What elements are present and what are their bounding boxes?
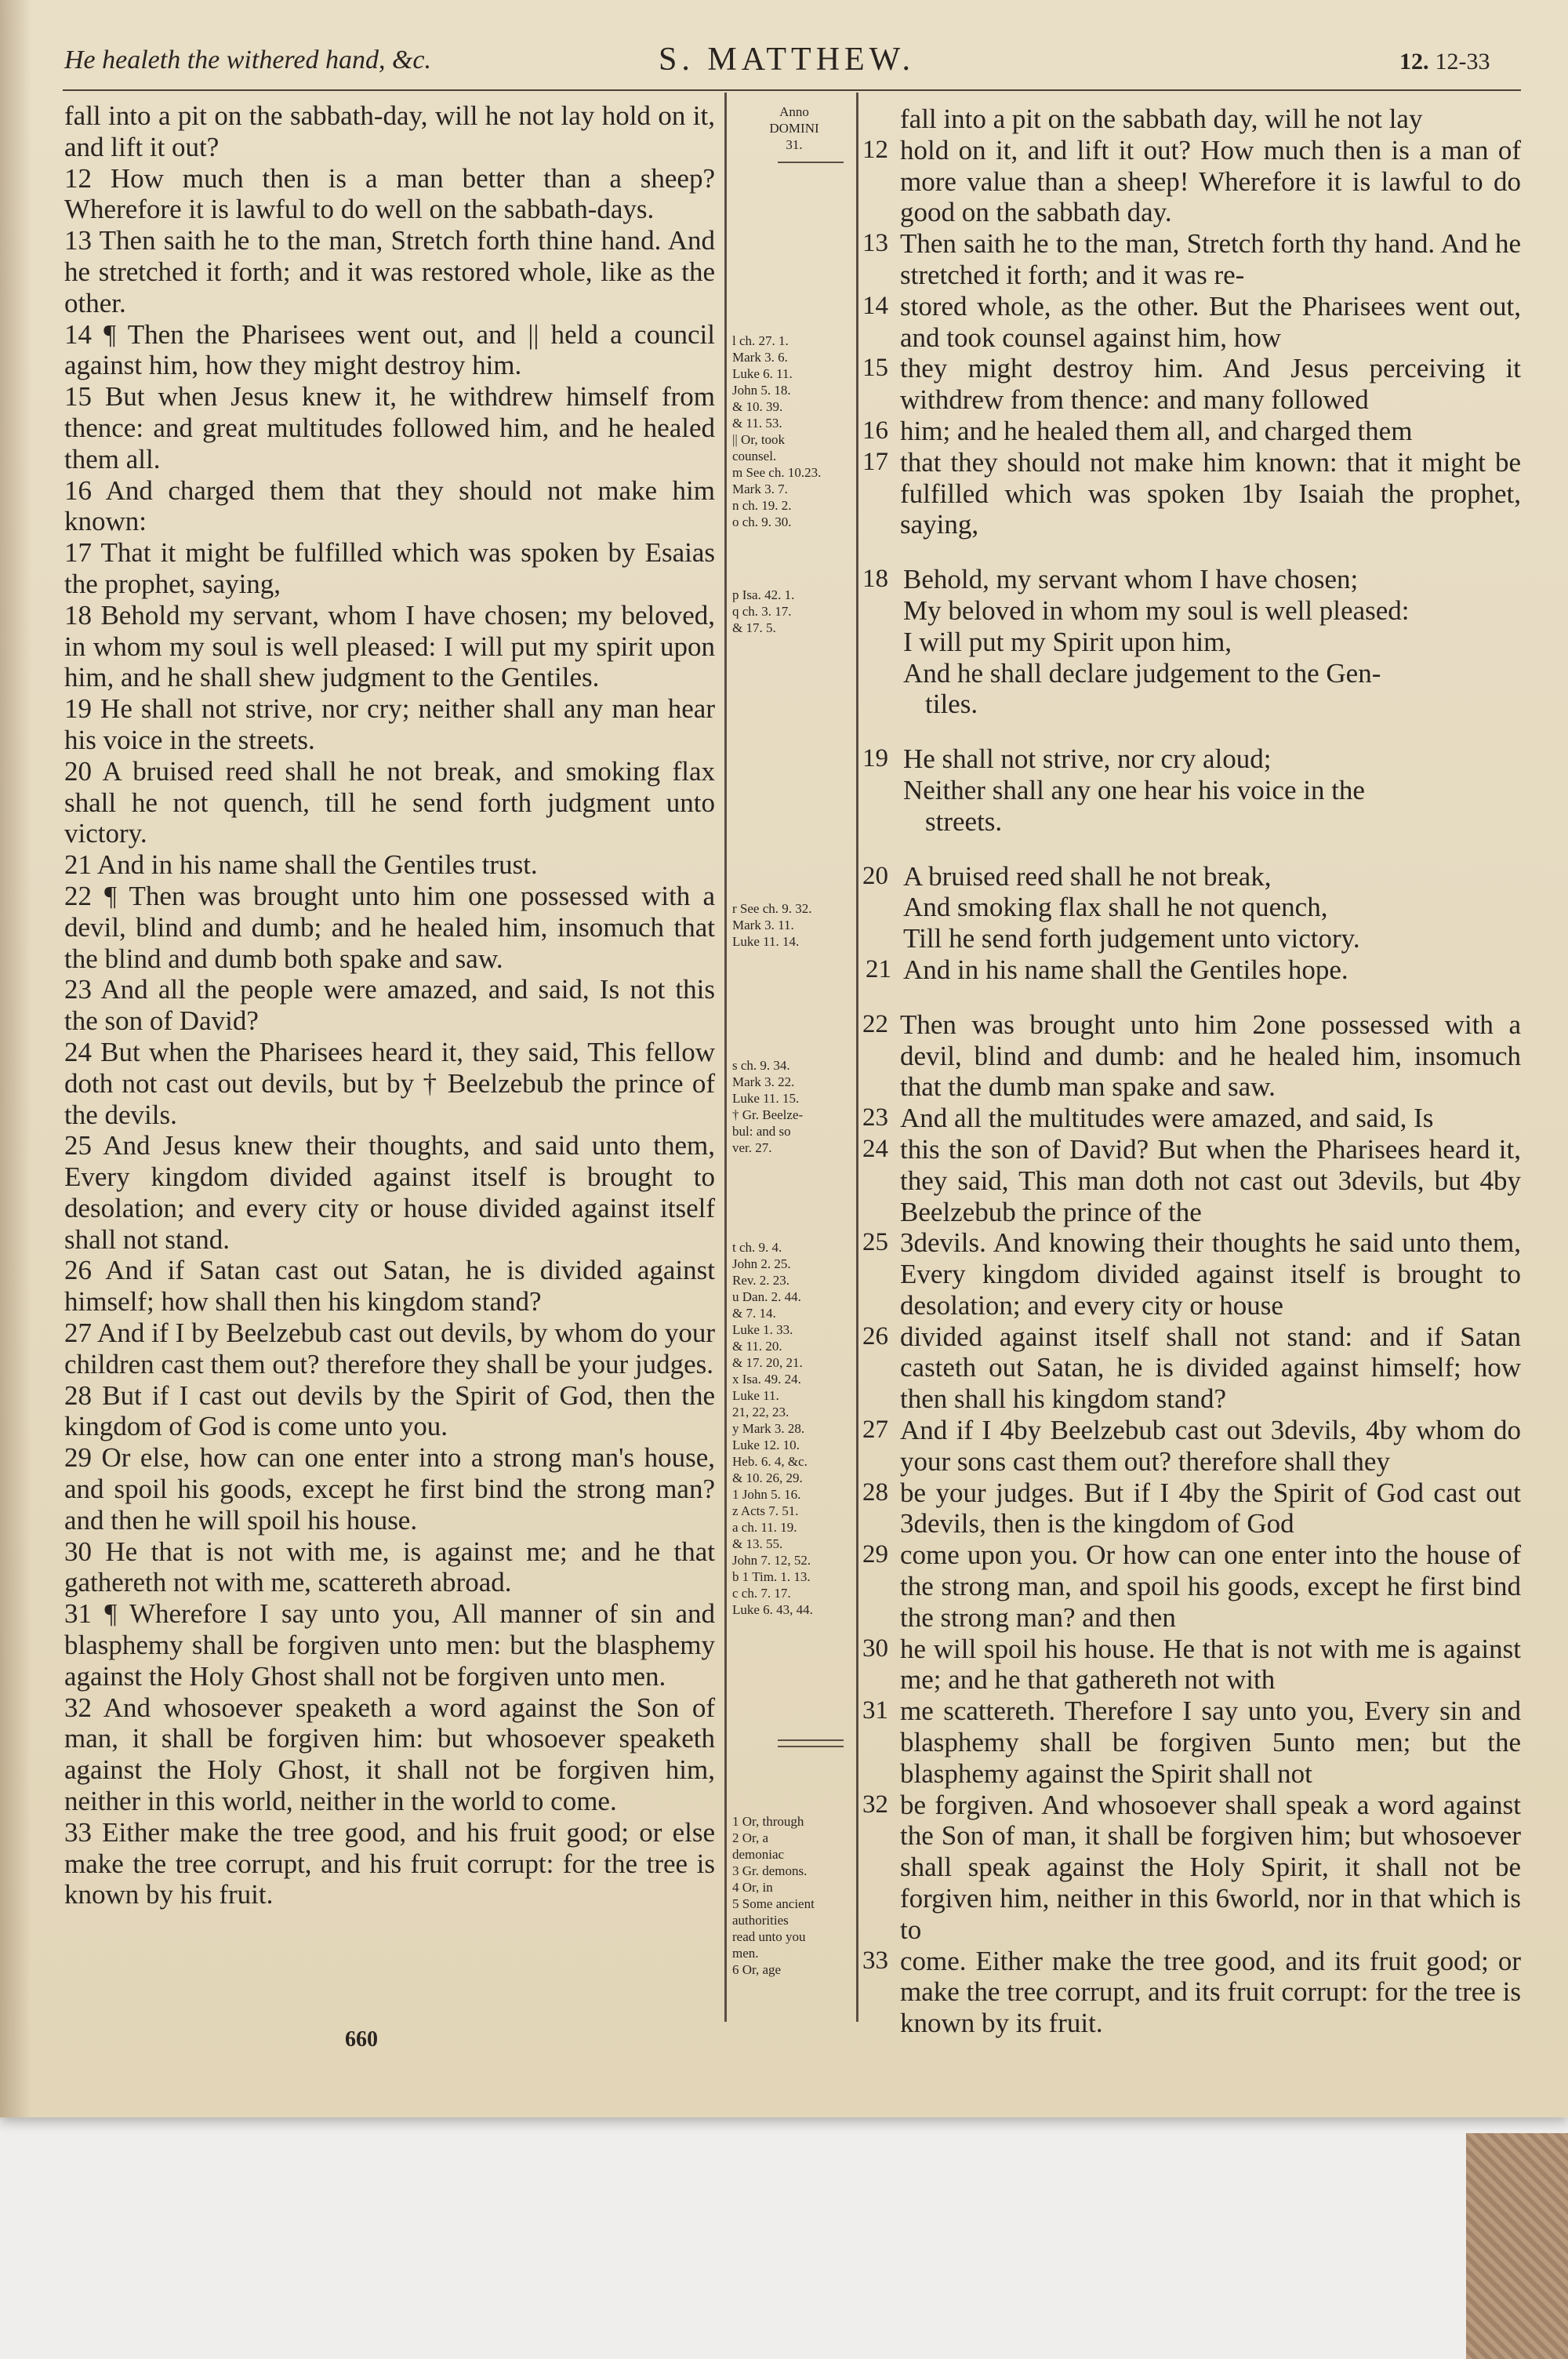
footnote-line: 3 Gr. demons.	[732, 1863, 808, 1878]
rv-verse	[862, 1539, 1521, 1633]
poem-line	[903, 595, 1521, 627]
verse-number: 21	[866, 954, 891, 983]
kjv-verse: 31 ¶ Wherefore I say unto you, All manner of sin and blasphemy shall be forgiven unto men: but the blasphemy against the Holy Ghost shall not be forgiven unto men.	[64, 1598, 715, 1692]
margin-reference: u Dan. 2. 44.	[732, 1289, 801, 1304]
margin-reference: Luke 11.	[732, 1388, 779, 1403]
poem-line	[903, 627, 1521, 658]
verse-number: 33	[862, 1946, 888, 1975]
margin-reference: l ch. 27. 1.	[732, 333, 789, 348]
poem-line	[903, 658, 1521, 689]
margin-reference: o ch. 9. 30.	[732, 514, 792, 529]
verse-text: Then was brought unto him 2one possessed with a devil, blind and dumb: and he healed him, insomuch that the dumb man spake and saw.	[900, 1009, 1521, 1103]
margin-reference: Heb. 6. 4, &c.	[732, 1454, 808, 1469]
margin-reference: m See ch. 10.23.	[732, 465, 822, 480]
footnote-line: 2 Or, a	[732, 1830, 769, 1845]
poem-text: I will put my Spirit upon him,	[903, 626, 1232, 657]
verse-text: divided against itself shall not stand: and if Satan casteth out Satan, he is divided against himself; how then shall his kingdom stand?	[900, 1321, 1521, 1415]
poem-text: tiles.	[925, 689, 978, 720]
margin-reference: Luke 1. 33.	[732, 1322, 793, 1337]
rv-verse	[862, 228, 1521, 291]
margin-reference: Luke 6. 11.	[732, 366, 793, 381]
verse-text: Then saith he to the man, Stretch forth thy hand. And he stretched it forth; and it was re-	[900, 228, 1521, 290]
margin-reference: & 10. 39.	[732, 399, 783, 414]
margin-reference: x Isa. 49. 24.	[732, 1372, 801, 1387]
verse-text: be forgiven. And whosoever shall speak a word against the Son of man, it shall be forgiven him; but whosoever shall speak against the Holy Spirit, it shall not be forgiven him, neither in this 6world, nor in that which is to	[900, 1789, 1521, 1945]
footnote-line: read unto you	[732, 1929, 806, 1944]
kjv-verse: 19 He shall not strive, nor cry; neither shall any man hear his voice in the streets.	[64, 693, 715, 755]
chapter-number: 12.	[1399, 49, 1429, 75]
verse-number: 18	[862, 565, 888, 594]
kjv-verse: 29 Or else, how can one enter into a strong man's house, and spoil his goods, except he first bind the strong man? and then he will spoil his house.	[64, 1442, 715, 1536]
margin-reference: y Mark 3. 28.	[732, 1421, 805, 1436]
verse-number: 27	[862, 1416, 888, 1445]
poem-text: Till he send forth judgement unto victory.	[903, 923, 1360, 954]
kjv-verse: 13 Then saith he to the man, Stretch forth thine hand. And he stretched it forth; and it was restored whole, like as the other.	[64, 225, 715, 318]
kjv-verse: 27 And if I by Beelzebub cast out devils, by whom do your children cast them out? therefore they shall be your judges.	[64, 1318, 715, 1379]
verse-text: this the son of David? But when the Pharisees heard it, they said, This man doth not cast out 3devils, but 4by Beelzebub the prince of the	[900, 1133, 1521, 1227]
kjv-verse: 30 He that is not with me, is against me; and he that gathereth not with me, scattereth abroad.	[64, 1536, 715, 1598]
footnote-line: demoniac	[732, 1847, 785, 1862]
margin-reference: bul: and so	[732, 1124, 791, 1139]
verse-text: come. Either make the tree good, and its fruit good; or make the tree corrupt, and its fruit corrupt: for the tree is known by its fruit.	[900, 1945, 1521, 2039]
running-header-book: S. MATTHEW.	[659, 42, 915, 78]
poem-text: A bruised reed shall he not break,	[903, 860, 1272, 892]
poem-text: And he shall declare judgement to the Gen-	[903, 657, 1381, 689]
kjv-verse: 21 And in his name shall the Gentiles trust.	[64, 849, 538, 881]
rv-verse	[862, 291, 1521, 354]
anno-domini-box	[751, 104, 837, 153]
rv-poem	[862, 861, 1521, 954]
verse-text: that they should not make him known: that it might be fulfilled which was spoken 1by Isaiah the prophet, saying,	[900, 446, 1521, 540]
verse-number: 20	[862, 861, 888, 890]
footnote-rule-2	[778, 1746, 844, 1747]
margin-reference: a ch. 11. 19.	[732, 1520, 797, 1535]
kjv-verse: 25 And Jesus knew their thoughts, and said unto them, Every kingdom divided against itself is brought to desolation; and every city or house divided against itself shall not stand.	[64, 1130, 715, 1255]
rv-verse	[862, 104, 1521, 135]
verse-text: stored whole, as the other. But the Pharisees went out, and took counsel against him, how	[900, 290, 1521, 353]
verse-number: 23	[862, 1103, 888, 1132]
poem-text: Neither shall any one hear his voice in the	[903, 774, 1365, 805]
poem-line	[903, 806, 1521, 838]
poem-line	[862, 860, 1521, 892]
poem-text: Behold, my servant whom I have chosen;	[903, 564, 1359, 595]
footnote-line: 1 Or, through	[732, 1814, 804, 1829]
verse-text: And all the multitudes were amazed, and said, Is	[900, 1103, 1434, 1134]
poem-line	[862, 564, 1521, 595]
margin-reference: q ch. 3. 17.	[732, 604, 792, 619]
rv-verse	[862, 1103, 1521, 1134]
stanza-gap	[862, 838, 1521, 861]
margin-reference: John 2. 25.	[732, 1256, 791, 1271]
year-label: 31.	[786, 137, 803, 152]
anno-label: Anno	[779, 104, 809, 119]
poem-text: And smoking flax shall he not quench,	[903, 892, 1328, 923]
header-rule	[63, 89, 1521, 91]
kjv-verse: fall into a pit on the sabbath-day, will he not lay hold on it, and lift it out?	[64, 100, 715, 162]
margin-reference: Rev. 2. 23.	[732, 1273, 790, 1288]
margin-reference: Luke 12. 10.	[732, 1438, 800, 1452]
verse-number: 30	[862, 1634, 888, 1663]
kjv-verse: 18 Behold my servant, whom I have chosen; my beloved, in whom my soul is well pleased: I will put my spirit upon him, and he shall shew judgment to the Gentiles.	[64, 599, 715, 693]
margin-reference: & 17. 5.	[732, 620, 776, 635]
margin-reference: & 13. 55.	[732, 1536, 783, 1551]
margin-reference: counsel.	[732, 449, 777, 463]
verse-number: 31	[862, 1696, 888, 1725]
stanza-gap	[862, 540, 1521, 564]
rv-verse	[862, 1478, 1521, 1540]
verse-text: be your judges. But if I 4by the Spirit of God cast out 3devils, then is the kingdom of God	[900, 1477, 1521, 1539]
poem-text: He shall not strive, nor cry aloud;	[903, 743, 1272, 775]
footnote-line: 5 Some ancient	[732, 1896, 815, 1911]
rv-verse	[862, 1227, 1521, 1321]
page-spine-shadow	[0, 0, 31, 2117]
kjv-verse: 16 And charged them that they should not make him known:	[64, 474, 715, 537]
verse-number: 26	[862, 1321, 888, 1350]
footnote-line: authorities	[732, 1913, 789, 1928]
rv-verse	[862, 135, 1521, 228]
poem-line	[903, 689, 1521, 720]
rv-verse	[862, 353, 1521, 416]
verse-number: 32	[862, 1790, 888, 1819]
verse-text: come upon you. Or how can one enter into the house of the strong man, and spoil his goods, except he first bind the strong man? and then	[900, 1539, 1521, 1633]
anno-rule	[778, 162, 844, 163]
rv-verse	[862, 1790, 1521, 1946]
kjv-verse: 20 A bruised reed shall he not break, and smoking flax shall he not quench, till he send forth judgment unto victory.	[64, 755, 715, 849]
verse-number: 14	[862, 291, 888, 320]
margin-reference: & 17. 20, 21.	[732, 1355, 803, 1370]
verse-number: 19	[862, 744, 888, 773]
margin-refs-2	[732, 587, 850, 636]
margin-reference: Mark 3. 22.	[732, 1074, 795, 1089]
rv-poem	[862, 564, 1521, 720]
margin-reference: & 11. 53.	[732, 416, 782, 431]
verse-number: 22	[862, 1009, 888, 1038]
verse-number: 13	[862, 229, 888, 258]
stanza-gap	[862, 986, 1521, 1009]
rv-verse	[862, 1696, 1521, 1789]
rv-verse	[862, 1009, 1521, 1103]
kjv-verse: 32 And whosoever speaketh a word against the Son of man, it shall be forgiven him: but whosoever speaketh against the Holy Ghost, it shall not be forgiven him, neither in this world, neither in the world to come.	[64, 1692, 715, 1817]
margin-reference: 1 John 5. 16.	[732, 1487, 801, 1502]
verse-text: And in his name shall the Gentiles hope.	[903, 954, 1348, 985]
verse-number: 16	[862, 416, 888, 445]
rv-verse	[862, 1634, 1521, 1696]
margin-reference: r See ch. 9. 32.	[732, 901, 812, 916]
verse-range: 12-33	[1435, 49, 1490, 75]
margin-refs-1	[732, 333, 850, 530]
verse-text: hold on it, and lift it out? How much then is a man of more value than a sheep! Wherefore it is lawful to do good on the sabbath day.	[900, 134, 1521, 228]
poem-line	[903, 892, 1521, 923]
verse-number: 12	[862, 135, 888, 164]
verse-text: me scattereth. Therefore I say unto you, Every sin and blasphemy shall be forgiven 5unto men; but the blasphemy against the Spirit shall not	[900, 1696, 1521, 1789]
verse-text: they might destroy him. And Jesus perceiving it withdrew from thence: and many followed	[900, 353, 1521, 416]
margin-reference: & 11. 20.	[732, 1339, 782, 1354]
footnote-line: 6 Or, age	[732, 1962, 782, 1977]
rv-verse	[862, 416, 1521, 447]
rv-verse	[862, 1946, 1521, 2039]
verse-text: him; and he healed them all, and charged them	[900, 415, 1413, 446]
margin-reference: Mark 3. 11.	[732, 918, 794, 932]
verse-number: 29	[862, 1540, 888, 1569]
margin-reference: John 5. 18.	[732, 383, 791, 398]
rv-footnotes	[732, 1813, 850, 1978]
footnote-rule-1	[778, 1739, 844, 1741]
kjv-verse: 12 How much then is a man better than a sheep? Wherefore it is lawful to do well on the sabbath-days.	[64, 162, 715, 225]
kjv-verse: 23 And all the people were amazed, and said, Is not this the son of David?	[64, 974, 715, 1037]
margin-reference: s ch. 9. 34.	[732, 1058, 790, 1073]
poem-line	[862, 743, 1521, 775]
margin-refs-3	[732, 900, 850, 950]
margin-reference: Luke 6. 43, 44.	[732, 1602, 813, 1617]
kjv-verse: 22 ¶ Then was brought unto him one possessed with a devil, blind and dumb; and he healed him, insomuch that the blind and dumb both spake and saw.	[64, 880, 715, 974]
margin-reference: || Or, took	[732, 432, 786, 447]
footnote-line: men.	[732, 1946, 759, 1961]
verse-number	[862, 104, 900, 135]
margin-refs-5	[732, 1239, 850, 1618]
margin-reference: & 7. 14.	[732, 1306, 776, 1321]
margin-reference: ver. 27.	[732, 1140, 772, 1155]
column-divider-left	[724, 93, 727, 2022]
kjv-verse: 33 Either make the tree good, and his fruit good; or else make the tree corrupt, and his fruit corrupt: for the tree is known by his fruit.	[64, 1816, 715, 1910]
margin-reference: Mark 3. 6.	[732, 350, 788, 365]
page-number: 660	[345, 2027, 378, 2052]
verse-number: 15	[862, 354, 888, 383]
margin-reference: John 7. 12, 52.	[732, 1553, 811, 1568]
rv-verse	[862, 447, 1521, 540]
domini-label: DOMINI	[769, 121, 819, 136]
margin-reference: b 1 Tim. 1. 13.	[732, 1569, 811, 1584]
margin-reference: Luke 11. 15.	[732, 1091, 800, 1106]
margin-reference: † Gr. Beelze-	[732, 1107, 804, 1122]
poem-line	[903, 923, 1521, 954]
margin-reference: & 10. 26, 29.	[732, 1470, 803, 1485]
rv-verse	[862, 1321, 1521, 1415]
poem-text: streets.	[925, 805, 1003, 837]
kjv-verse: 28 But if I cast out devils by the Spirit of God, then the kingdom of God is come unto you.	[64, 1379, 715, 1442]
running-header-left: He healeth the withered hand, &c.	[64, 45, 432, 75]
verse-number: 25	[862, 1228, 888, 1257]
poem-text: My beloved in whom my soul is well pleased:	[903, 594, 1410, 626]
margin-reference: p Isa. 42. 1.	[732, 587, 795, 602]
rv-verse	[862, 1134, 1521, 1227]
poem-line	[903, 775, 1521, 806]
margin-reference: n ch. 19. 2.	[732, 498, 792, 513]
footnote-line: 4 Or, in	[732, 1880, 773, 1895]
stanza-gap	[862, 720, 1521, 743]
verse-text: 3devils. And knowing their thoughts he said unto them, Every kingdom divided against itself is brought to desolation; and every city or house	[900, 1227, 1521, 1321]
verse-number: 17	[862, 447, 888, 476]
kjv-verse: 17 That it might be fulfilled which was spoken by Esaias the prophet, saying,	[64, 537, 715, 599]
verse-text: he will spoil his house. He that is not with me is against me; and he that gathereth not with	[900, 1633, 1521, 1696]
margin-reference: Mark 3. 7.	[732, 482, 788, 496]
running-header-chapter	[1399, 49, 1490, 75]
rv-poem	[862, 743, 1521, 837]
ribbon-bookmark	[1466, 2133, 1568, 2359]
kjv-verse: 26 And if Satan cast out Satan, he is divided against himself; how shall then his kingdom stand?	[64, 1255, 715, 1318]
verse-number: 24	[862, 1134, 888, 1163]
margin-reference: z Acts 7. 51.	[732, 1503, 799, 1518]
rv-column	[862, 104, 1521, 2039]
verse-text: And if I 4by Beelzebub cast out 3devils, 4by whom do your sons cast them out? therefore shall they	[900, 1415, 1521, 1477]
kjv-column	[64, 100, 715, 1910]
verse-text: fall into a pit on the sabbath day, will he not lay	[900, 104, 1423, 134]
column-divider-right	[856, 93, 858, 2022]
kjv-verse: 24 But when the Pharisees heard it, they said, This fellow doth not cast out devils, but by † Beelzebub the prince of the devils.	[64, 1036, 715, 1130]
verse-number: 28	[862, 1478, 888, 1507]
rv-verse	[862, 1415, 1521, 1478]
margin-refs-4	[732, 1057, 850, 1156]
kjv-verse: 15 But when Jesus knew it, he withdrew himself from thence: and great multitudes followed him, and he healed them all.	[64, 381, 715, 474]
margin-reference: 21, 22, 23.	[732, 1405, 789, 1419]
kjv-verse: 14 ¶ Then the Pharisees went out, and || held a council against him, how they might destroy him.	[64, 318, 715, 381]
margin-reference: Luke 11. 14.	[732, 934, 800, 949]
margin-reference: t ch. 9. 4.	[732, 1240, 782, 1255]
margin-reference: c ch. 7. 17.	[732, 1586, 791, 1601]
rv-verse	[862, 954, 1521, 986]
